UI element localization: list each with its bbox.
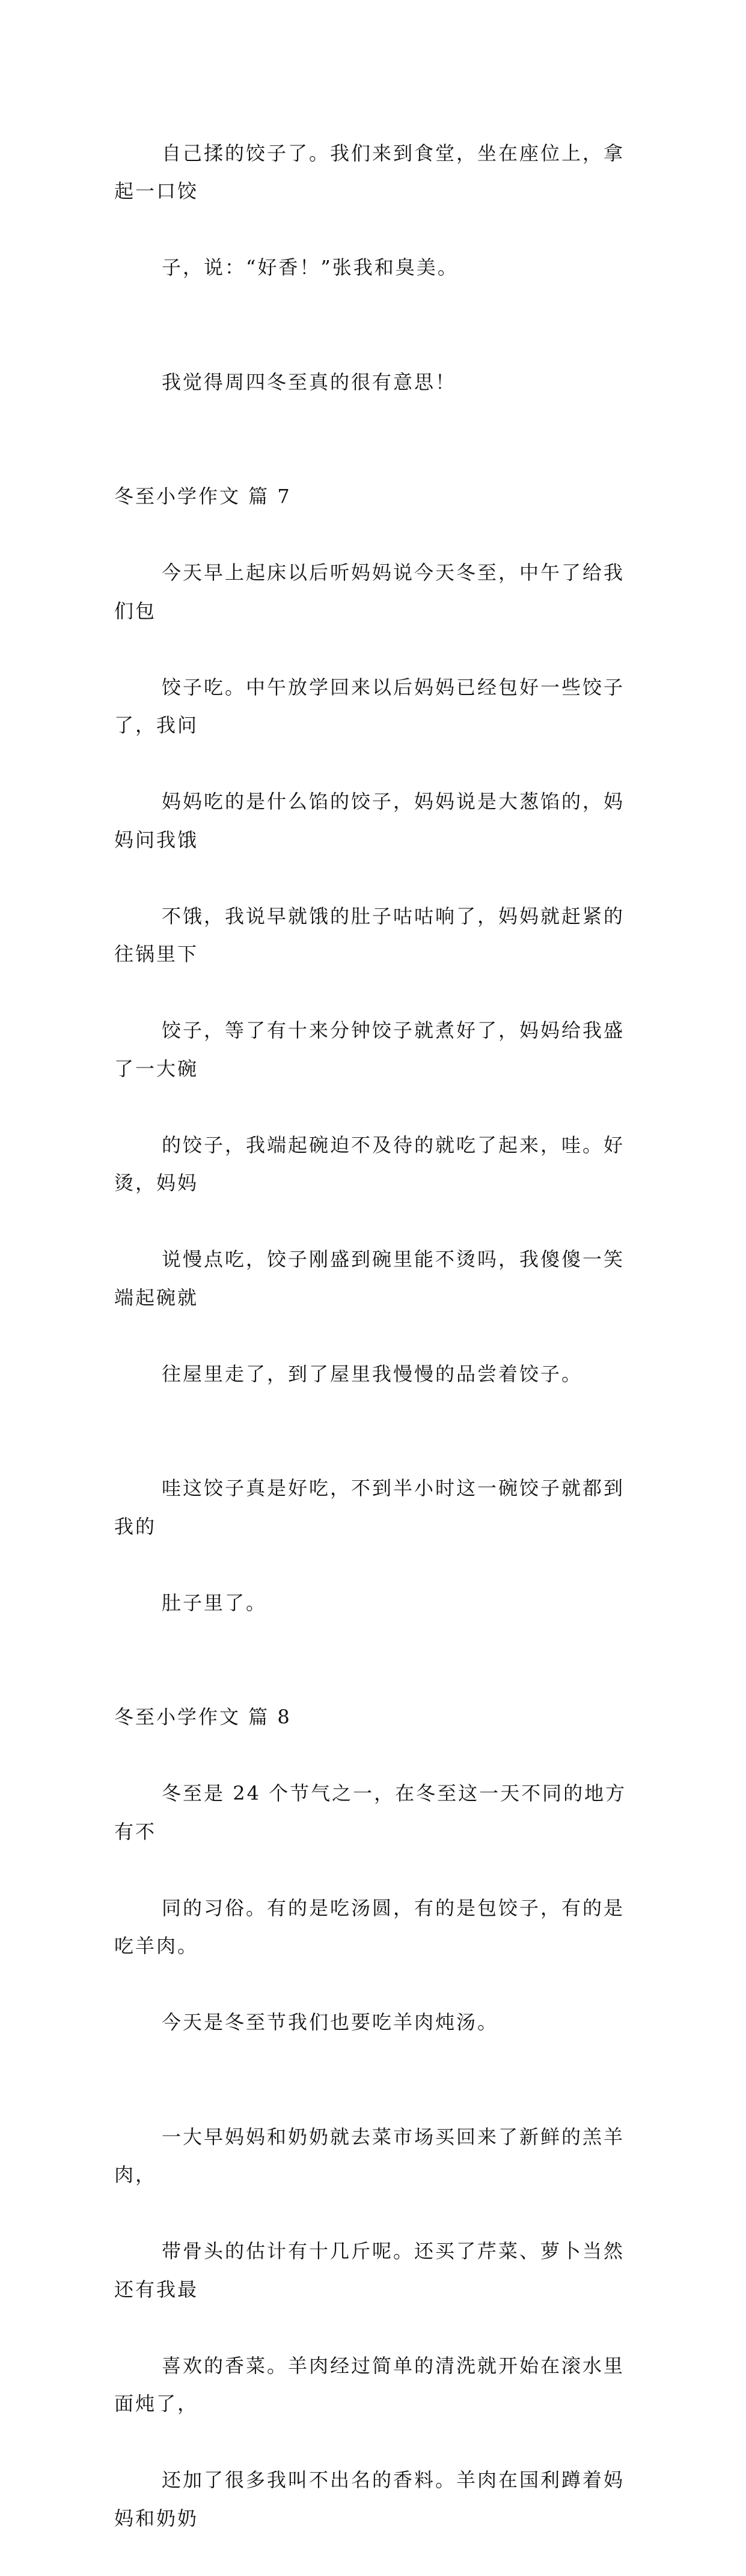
paragraph <box>114 1432 637 1660</box>
text-line: 今天早上起床以后听妈妈说今天冬至，中午了给我们包 <box>114 561 625 622</box>
text-line: 喜欢的香菜。羊肉经过简单的清洗就开始在滚水里面炖了， <box>114 2354 625 2415</box>
paragraph <box>114 2080 637 2576</box>
text-line: 一大早妈妈和奶奶就去菜市场买回来了新鲜的羔羊肉， <box>114 2125 625 2186</box>
text-line: 带骨头的估计有十几斤呢。还买了芹菜、萝卜当然还有我最 <box>114 2240 625 2301</box>
text-line: 的饺子，我端起碗迫不及待的就吃了起来，哇。好烫，妈妈 <box>114 1133 625 1194</box>
document-body <box>114 96 637 2576</box>
section-gap <box>114 1660 637 1699</box>
text-line: 饺子，等了有十来分钟饺子就煮好了，妈妈给我盛了一大碗 <box>114 1019 625 1080</box>
text-line: 我觉得周四冬至真的很有意思！ <box>162 370 457 393</box>
text-line: 说慢点吃，饺子刚盛到碗里能不烫吗，我傻傻一笑端起碗就 <box>114 1248 625 1309</box>
text-line: 饺子吃。中午放学回来以后妈妈已经包好一些饺子了，我问 <box>114 675 625 737</box>
section-heading: 冬至小学作文 篇 7 <box>114 485 292 508</box>
text-line: 同的习俗。有的是吃汤圆，有的是包饺子，有的是吃羊肉。 <box>114 1896 625 1957</box>
text-line: 今天是冬至节我们也要吃羊肉炖汤。 <box>162 2011 499 2034</box>
text-line: 自己揉的饺子了。我们来到食堂，坐在座位上，拿起一口饺 <box>114 141 625 202</box>
paragraph <box>114 325 637 440</box>
text-line: 子，说：“好香！”张我和臭美。 <box>162 256 459 279</box>
paragraph <box>114 1737 637 2080</box>
text-line: 冬至是 24 个节气之一，在冬至这一天不同的地方有不 <box>114 1782 627 1843</box>
text-line: 哇这饺子真是好吃，不到半小时这一碗饺子就都到我的 <box>114 1477 625 1538</box>
text-line: 肚子里了。 <box>162 1591 268 1614</box>
paragraph-continuation <box>114 96 637 325</box>
text-line: 还加了很多我叫不出名的香料。羊肉在国利蹲着妈妈和奶奶 <box>114 2468 625 2530</box>
text-line: 妈妈吃的是什么馅的饺子，妈妈说是大葱馅的，妈妈问我饿 <box>114 790 625 851</box>
section-heading: 冬至小学作文 篇 8 <box>114 1706 292 1728</box>
section-gap <box>114 440 637 478</box>
paragraph <box>114 516 637 1432</box>
text-line: 不饿，我说早就饿的肚子咕咕响了，妈妈就赶紧的往锅里下 <box>114 904 625 965</box>
text-line: 往屋里走了，到了屋里我慢慢的品尝着饺子。 <box>162 1362 583 1385</box>
